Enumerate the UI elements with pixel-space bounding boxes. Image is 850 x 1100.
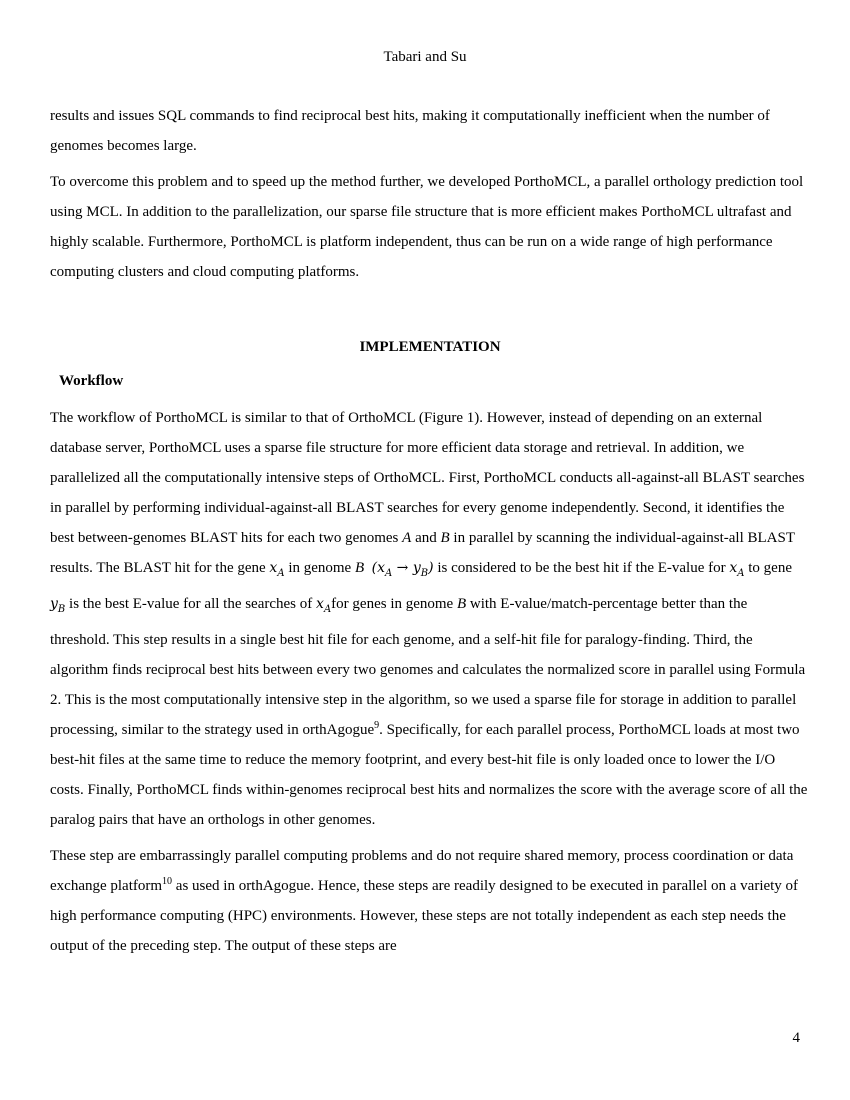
- paragraph-intro-2: To overcome this problem and to speed up the method further, we developed PorthoMCL, a parallel orthology prediction tool using MCL. In addition to the parallelization, our sparse file structure that is more efficient makes PorthoMCL ultrafast and highly scalable. Furthermore, PorthoMCL is platform independent, thus can be run on a wide range of high performance computing clusters and cloud computing platforms.: [50, 174, 804, 280]
- paragraph-intro-1: results and issues SQL commands to find reciprocal best hits, making it computationally inefficient when the number of genomes becomes large.: [50, 108, 770, 154]
- body-text: [50, 101, 810, 961]
- paragraph-workflow: The workflow of PorthoMCL is similar to that of OrthoMCL (Figure 1). However, instead of depending on an external database server, PorthoMCL uses a sparse file structure for more efficient data storage and retrieval. In addition, we parallelized all the computationally intensive steps of OrthoMCL. First, PorthoMCL conducts all-against-all BLAST searches in parallel by performing individual-against-all BLAST searches for every genome independently. Second, it identifies the best between-genomes BLAST hits for each two genomes A and B in parallel by scanning the individual-against-all BLAST results. The BLAST hit for the gene $x_A$ in genome B $(x_A \to y_B)$ is considered to be the best hit if the E-value for $x_A$ to gene $y_B$ is the best E-value for all the searches of $x_Afor$ genes in genome B with E-value/match-percentage better than the threshold. This step results in a single best hit file for each genome, and a self-hit file for paralogy-finding. Third, the algorithm finds reciprocal best hits between every two genomes and calculates the normalized score in parallel using Formula 2. This is the most computationally intensive step in the algorithm, so we used a sparse file for storage in addition to parallel processing, similar to the strategy used in orthAgogue$^9$. Specifically, for each parallel process, PorthoMCL loads at most two best-hit files at the same time to reduce the memory footprint, and every best-hit file is only loaded once to lower the I/O costs. Finally, PorthoMCL finds within-genomes reciprocal best hits and normalizes the score with the average score of all the paralog pairs that have an orthologs in other genomes.: [50, 410, 808, 828]
- gene-x-a-3: $x_A$: [316, 595, 332, 615]
- page-number: 4: [792, 1030, 800, 1046]
- section-title: IMPLEMENTATION: [359, 339, 501, 355]
- reference-10: 10: [162, 875, 173, 887]
- mapping-formula: $(x_A \to y_B)$: [371, 560, 434, 579]
- reference-9: 9: [374, 719, 380, 731]
- running-head: Tabari and Su: [383, 49, 467, 65]
- genome-a: A: [402, 530, 412, 546]
- paragraph-parallel: These step are embarrassingly parallel computing problems and do not require shared memory, process coordination or data exchange platform$^{10}$ as used in orthAgogue. Hence, these steps are readily designed to be executed in parallel on a variety of high performance computing (HPC) environments. However, these steps are not totally independent as each step needs the output of the preceding step. The output of these steps are: [50, 847, 799, 954]
- subsection-title: Workflow: [59, 373, 124, 389]
- gene-y-b: $y_B$: [50, 595, 66, 615]
- gene-x-a: $x_A$: [269, 560, 285, 579]
- gene-x-a-2: $x_A$: [729, 560, 745, 579]
- genome-b: B: [440, 530, 450, 546]
